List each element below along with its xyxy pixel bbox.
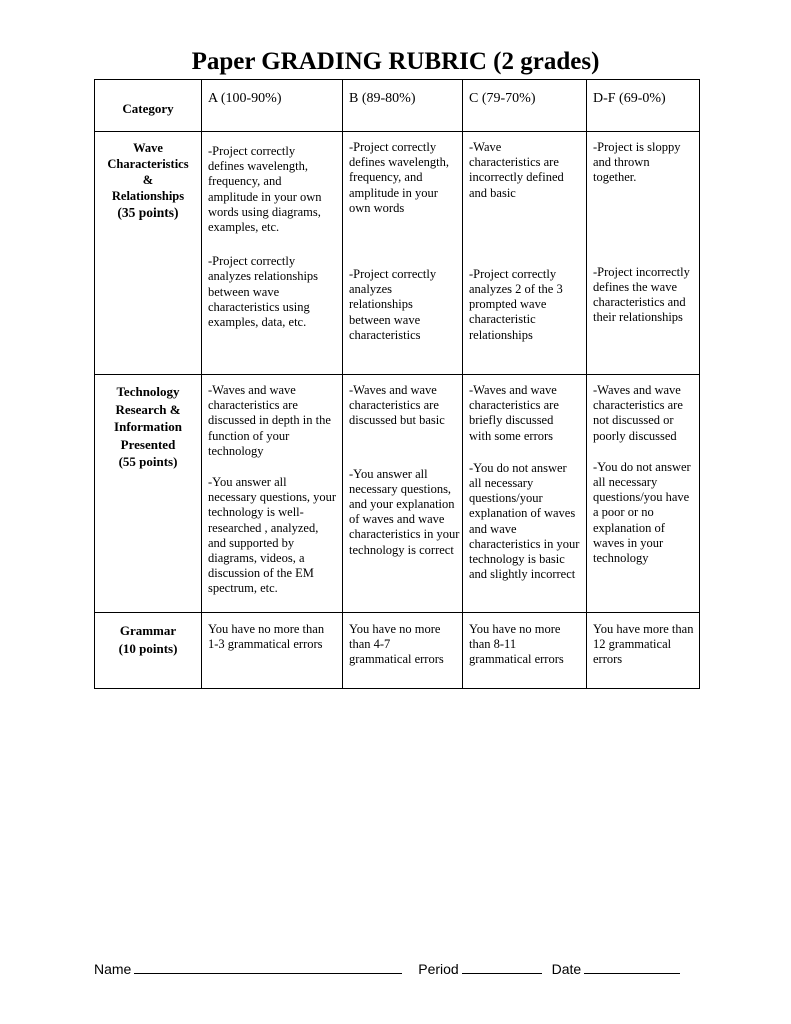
category-line: Presented [120, 436, 176, 452]
criterion-text: You have no more than 8-11 grammatical errors [469, 622, 564, 667]
criterion-text: -You answer all necessary questions, your technology is well-researched , analyzed, and supported by diagrams, videos, a discussion of the EM spectrum, etc. [208, 475, 337, 596]
criterion-text: -You answer all necessary questions, and your explanation of waves and wave characteristics in your technology is correct [349, 466, 460, 557]
category-line: Technology [116, 384, 180, 399]
criterion-text: -Project correctly analyzes relationships between wave characteristics [349, 267, 437, 342]
rubric-table [94, 79, 700, 689]
category-line: Characteristics [107, 157, 189, 171]
date-label: Date [551, 961, 582, 977]
criterion-text: -You do not answer all necessary questions/your explanation of waves and wave characteristics in your technology is basic and slightly incorrect [469, 460, 580, 582]
name-label: Name [94, 961, 132, 977]
cell-grade-df [587, 132, 700, 375]
rubric-row-wave-characteristics [95, 132, 700, 375]
category-cell [95, 375, 202, 613]
criterion-text: -Project incorrectly defines the wave characteristics and their relationships [593, 264, 690, 325]
cell-grade-df [587, 375, 700, 613]
cell-grade-a [202, 613, 343, 689]
category-points: (55 points) [118, 454, 178, 469]
category-points: (35 points) [117, 205, 179, 220]
header-row [95, 80, 700, 132]
period-blank[interactable] [462, 960, 542, 974]
criterion-text: -Waves and wave characteristics are not discussed or poorly discussed [593, 383, 683, 443]
category-line: Information [114, 419, 182, 434]
criterion-text: You have no more than 1-3 grammatical errors [208, 622, 325, 652]
rubric-row-grammar [95, 613, 700, 689]
criterion-text: -Waves and wave characteristics are discussed but basic [349, 383, 445, 428]
criterion-text: You have more than 12 grammatical errors [593, 622, 694, 667]
criterion-text: -Wave characteristics are incorrectly defined and basic [469, 140, 564, 200]
cell-grade-b [343, 613, 463, 689]
criterion-text: -Project is sloppy and thrown together. [593, 140, 681, 185]
category-line: Research & [115, 401, 181, 417]
student-info-footer [94, 960, 686, 978]
header-grade-b: B (89-80%) [343, 80, 463, 132]
name-blank[interactable] [134, 960, 402, 974]
header-grade-a: A (100-90%) [202, 80, 343, 132]
criterion-text: -Project correctly defines wavelength, frequency, and amplitude in your own words using diagrams, examples, etc. [208, 144, 322, 235]
criterion-text: -Waves and wave characteristics are briefly discussed with some errors [469, 383, 559, 443]
header-grade-c: C (79-70%) [463, 80, 587, 132]
category-points: (10 points) [118, 640, 178, 656]
category-cell [95, 132, 202, 375]
category-line: Wave [133, 141, 163, 155]
header-grade-df: D-F (69-0%) [587, 80, 700, 132]
cell-grade-b [343, 132, 463, 375]
category-line: Grammar [119, 623, 177, 638]
header-category: Category [95, 80, 202, 132]
page-title: Paper GRADING RUBRIC (2 grades) [191, 48, 600, 75]
rubric-row-technology-research [95, 375, 700, 613]
category-cell [95, 613, 202, 689]
cell-grade-b [343, 375, 463, 613]
criterion-text: -You do not answer all necessary questions/you have a poor or no explanation of waves in your technology [593, 459, 691, 566]
criterion-text: You have no more than 4-7 grammatical errors [349, 622, 444, 667]
cell-grade-a [202, 132, 343, 375]
cell-grade-c [463, 375, 587, 613]
criterion-text: -Waves and wave characteristics are discussed in depth in the function of your technology [208, 383, 331, 458]
criterion-text: -Project correctly defines wavelength, frequency, and amplitude in your own words [349, 140, 449, 215]
criterion-text: -Project correctly analyzes relationships between wave characteristics using examples, data, etc. [208, 254, 319, 330]
cell-grade-df [587, 613, 700, 689]
date-blank[interactable] [584, 960, 680, 974]
period-label: Period [418, 961, 459, 977]
category-line: & [142, 173, 154, 187]
cell-grade-c [463, 613, 587, 689]
criterion-text: -Project correctly analyzes 2 of the 3 prompted wave characteristic relationships [469, 266, 563, 342]
cell-grade-c [463, 132, 587, 375]
category-line: Relationships [111, 189, 185, 203]
cell-grade-a [202, 375, 343, 613]
